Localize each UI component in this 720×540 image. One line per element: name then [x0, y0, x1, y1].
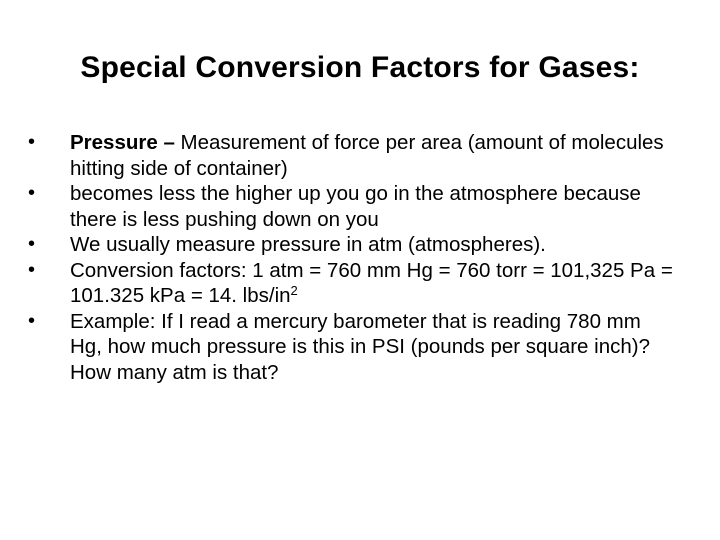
altitude-text: becomes less the higher up you go in the atmosphere because there is less pushing down on you — [70, 182, 641, 231]
example-text: Example: If I read a mercury barometer that is reading 780 mm Hg, how much pressure is this in PSI (pounds per square inch)? How many atm is that? — [70, 309, 650, 384]
bullet-pressure — [28, 130, 678, 181]
bullet-altitude — [28, 181, 678, 232]
bullet-conversion-factors — [28, 258, 678, 309]
pressure-definition: Measurement of force per area (amount of molecules hitting side of container) — [70, 131, 664, 180]
bullet-atm-unit — [28, 232, 678, 258]
slide-title: Special Conversion Factors for Gases: — [80, 51, 640, 84]
bullet-icon: • — [28, 233, 36, 255]
bullet-icon: • — [28, 131, 36, 153]
bullet-icon: • — [28, 182, 36, 204]
pressure-term: Pressure – — [70, 131, 175, 154]
bullet-example — [28, 309, 678, 386]
bullet-list — [28, 130, 678, 385]
bullet-icon: • — [28, 258, 36, 281]
bullet-icon: • — [28, 309, 36, 332]
atm-unit-text: We usually measure pressure in atm (atmospheres). — [70, 233, 546, 256]
conversion-factors-text: Conversion factors: 1 atm = 760 mm Hg = 760 torr = 101,325 Pa = 101.325 kPa = 14. lbs/in — [70, 258, 673, 307]
squared-superscript: 2 — [290, 283, 298, 298]
